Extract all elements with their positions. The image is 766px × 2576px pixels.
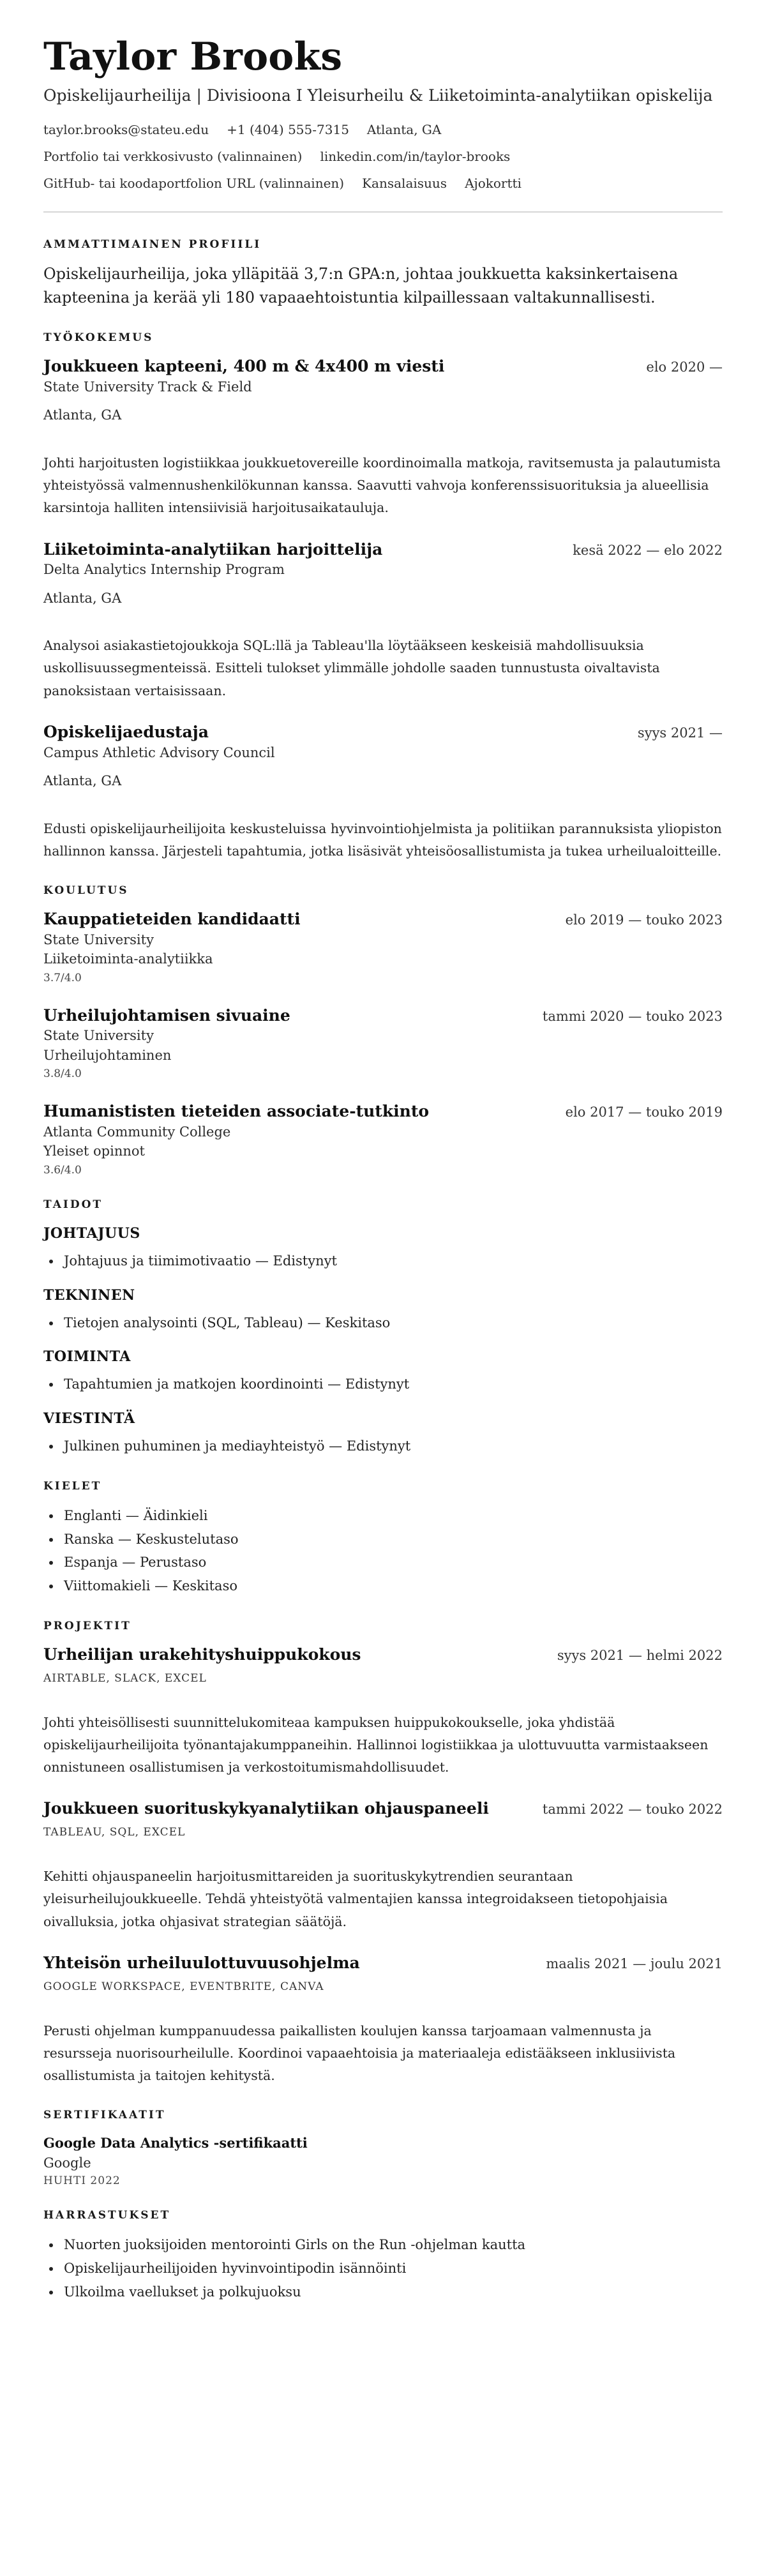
skill-category-title: VIESTINTÄ [43,1410,135,1427]
experience-org: Delta Analytics Internship Program [43,562,285,578]
education-school: Atlanta Community College [43,1124,231,1140]
hobby-item: • Ulkoilma vaellukset ja polkujuoksu [61,2280,723,2304]
experience-org: State University Track & Field [43,379,252,395]
skill-item: • Tietojen analysointi (SQL, Tableau) — Keskitaso [61,1311,723,1335]
skill-item: • Tapahtumien ja matkojen koordinointi — Edistynyt [61,1373,723,1396]
skill-list [43,1435,723,1458]
experience-description: Analysoi asiakastietojoukkoja SQL:llä ja Tableau'lla löytääkseen keskeisiä mahdollisuuksia uskollisuussegmenteissä. Esitteli tulokset ylimmälle johdolle saaden tunnustusta oivaltavista panoksistaan vertaisissaan. [43,638,660,698]
project-tech: TABLEAU, SQL, EXCEL [43,1826,186,1839]
project-tech: AIRTABLE, SLACK, EXCEL [43,1671,207,1685]
skills-section [43,1198,723,1458]
contact-github[interactable]: GitHub- tai koodaportfolion URL (valinnainen) [43,175,345,191]
experience-location: Atlanta, GA [43,773,122,789]
education-entry [43,1101,723,1177]
education-gpa: 3.8/4.0 [43,1067,82,1081]
education-date: tammi 2020 — touko 2023 [542,1008,723,1024]
certificates-section [43,2109,723,2187]
contact-row-primary [43,121,723,139]
contact-row-extra [43,174,723,192]
experience-role: Liiketoiminta-analytiikan harjoittelija [43,539,383,559]
education-section [43,884,723,1177]
project-tech: GOOGLE WORKSPACE, EVENTBRITE, CANVA [43,1980,324,1993]
project-entry [43,1798,723,1933]
project-name: Joukkueen suorituskykyanalytiikan ohjauspaneeli [43,1799,489,1818]
language-item: • Viittomakieli — Keskitaso [61,1574,723,1598]
skill-list [43,1373,723,1396]
experience-section [43,331,723,862]
project-description: Perusti ohjelman kumppanuudessa paikallisten koulujen kanssa tarjoamaan valmennusta ja resursseja nuorisourheilulle. Koordinoi vapaaehtoisia ja materiaaleja edistääkseen inklusiivista osallistumista ja taitojen kehitystä. [43,2022,676,2084]
education-gpa: 3.7/4.0 [43,971,82,984]
experience-description: Edusti opiskelijaurheilijoita keskusteluissa hyvinvointiohjelmista ja politiikan parannuksista yliopiston hallinnon kanssa. Järjesteli tapahtumia, jotka lisäsivät yhteisöosallistumista ja tukea urheilualoitteille. [43,820,722,859]
education-field: Yleiset opinnot [43,1143,145,1159]
skill-list [43,1311,723,1335]
certificate-date: HUHTI 2022 [43,2174,121,2188]
education-school: State University [43,1028,154,1044]
contact-citizenship: Kansalaisuus [362,175,447,191]
education-date: elo 2019 — touko 2023 [565,912,723,928]
certificate-entry [43,2133,723,2187]
skill-item: • Julkinen puhuminen ja mediayhteistyö — Edistynyt [61,1435,723,1458]
languages-section [43,1480,723,1598]
hobby-item: • Opiskelijaurheilijoiden hyvinvointipodin isännöinti [61,2257,723,2280]
project-date: syys 2021 — helmi 2022 [557,1647,723,1663]
resume-header [43,34,723,213]
project-date: maalis 2021 — joulu 2021 [546,1955,723,1971]
projects-section-title: PROJEKTIT [43,1619,131,1632]
project-date: tammi 2022 — touko 2022 [542,1802,723,1818]
education-date: elo 2017 — touko 2019 [565,1104,723,1120]
experience-description: Johti harjoitusten logistiikkaa joukkuetovereille koordinoimalla matkoja, ravitsemusta ja palautumista yhteistyössä valmennushenkilökunnan kanssa. Saavutti vahvoja konferenssisuorituksia ja alueellisia karsintoja halliten intensiivisiä harjoitusaikatauluja. [43,455,721,516]
experience-location: Atlanta, GA [43,590,122,606]
contact-location: Atlanta, GA [366,121,442,137]
education-school: State University [43,931,154,947]
candidate-name: Taylor Brooks [43,34,343,79]
experience-entry [43,356,723,519]
hobbies-section-title: HARRASTUKSET [43,2209,171,2222]
education-degree: Urheilujohtamisen sivuaine [43,1006,290,1025]
skills-section-title: TAIDOT [43,1198,103,1211]
education-entry [43,908,723,984]
project-name: Urheilijan urakehityshuippukokous [43,1645,361,1664]
experience-role: Joukkueen kapteeni, 400 m & 4x400 m viesti [43,357,445,376]
profile-text: Opiskelijaurheilija, joka ylläpitää 3,7:n GPA:n, johtaa joukkuetta kaksinkertaisena kapteenina ja kerää yli 180 vapaaehtoistuntia kilpaillessaan valtakunnallisesti. [43,264,679,306]
contact-portfolio[interactable]: Portfolio tai verkkosivusto (valinnainen) [43,148,303,164]
project-description: Kehitti ohjauspaneelin harjoitusmittareiden ja suorituskykytrendien seurantaan yleisurheilujoukkueelle. Tehdä yhteistyötä valmentajien kanssa integroidakseen tietopohjaisia oivalluksia, jotka ohjasivat strategian säätöjä. [43,1869,668,1929]
language-list [43,1504,723,1598]
experience-date: kesä 2022 — elo 2022 [573,542,723,558]
profile-section [43,238,723,310]
hobby-item: • Nuorten juoksijoiden mentorointi Girls on the Run -ohjelman kautta [61,2233,723,2257]
education-entry [43,1005,723,1081]
education-field: Liiketoiminta-analytiikka [43,951,213,967]
contact-email[interactable]: taylor.brooks@stateu.edu [43,121,209,137]
skill-category-title: TOIMINTA [43,1348,131,1366]
skill-category-title: TEKNINEN [43,1286,135,1304]
certificate-issuer: Google [43,2155,91,2171]
education-gpa: 3.6/4.0 [43,1163,82,1177]
project-entry [43,1952,723,2088]
language-item: • Ranska — Keskustelutaso [61,1528,723,1551]
contact-phone[interactable]: +1 (404) 555-7315 [227,121,349,137]
experience-location: Atlanta, GA [43,407,122,423]
skill-item: • Johtajuus ja tiimimotivaatio — Edistynyt [61,1249,723,1273]
contact-linkedin[interactable]: linkedin.com/in/taylor-brooks [320,148,511,164]
education-degree: Humanististen tieteiden associate-tutkinto [43,1102,430,1121]
contact-drivers-license: Ajokortti [465,175,522,191]
language-item: • Englanti — Äidinkieli [61,1504,723,1528]
education-degree: Kauppatieteiden kandidaatti [43,910,301,928]
education-field: Urheilujohtaminen [43,1047,172,1063]
project-entry [43,1644,723,1779]
skill-list [43,1249,723,1273]
profile-section-title: AMMATTIMAINEN PROFIILI [43,237,262,251]
experience-org: Campus Athletic Advisory Council [43,744,275,760]
header-divider [43,211,723,213]
education-section-title: KOULUTUS [43,884,129,897]
experience-date: elo 2020 — [646,359,723,375]
experience-entry [43,539,723,702]
hobby-list [43,2233,723,2303]
certificate-name: Google Data Analytics -sertifikaatti [43,2135,308,2151]
projects-section [43,1620,723,2088]
experience-section-title: TYÖKOKEMUS [43,331,154,345]
experience-entry [43,721,723,862]
skill-category-title: JOHTAJUUS [43,1224,140,1242]
hobbies-section [43,2209,723,2303]
contact-row-links [43,147,723,165]
experience-date: syys 2021 — [637,725,723,741]
languages-section-title: KIELET [43,1479,102,1493]
language-item: • Espanja — Perustaso [61,1551,723,1574]
candidate-headline: Opiskelijaurheilija | Divisioona I Yleisurheilu & Liiketoiminta-analytiikan opiskelija [43,86,713,105]
experience-role: Opiskelijaedustaja [43,722,209,741]
project-name: Yhteisön urheiluulottuvuusohjelma [43,1953,360,1972]
project-description: Johti yhteisöllisesti suunnittelukomiteaa kampuksen huippukokoukselle, joka yhdistää opiskelijaurheilijoita työnantajakumppaneihin. Hallinnoi logistiikkaa ja ulottuvuutta varmistaakseen onnistuneen osallistumisen ja verkostoitumismahdollisuudet. [43,1714,709,1775]
certificates-section-title: SERTIFIKAATIT [43,2109,166,2122]
